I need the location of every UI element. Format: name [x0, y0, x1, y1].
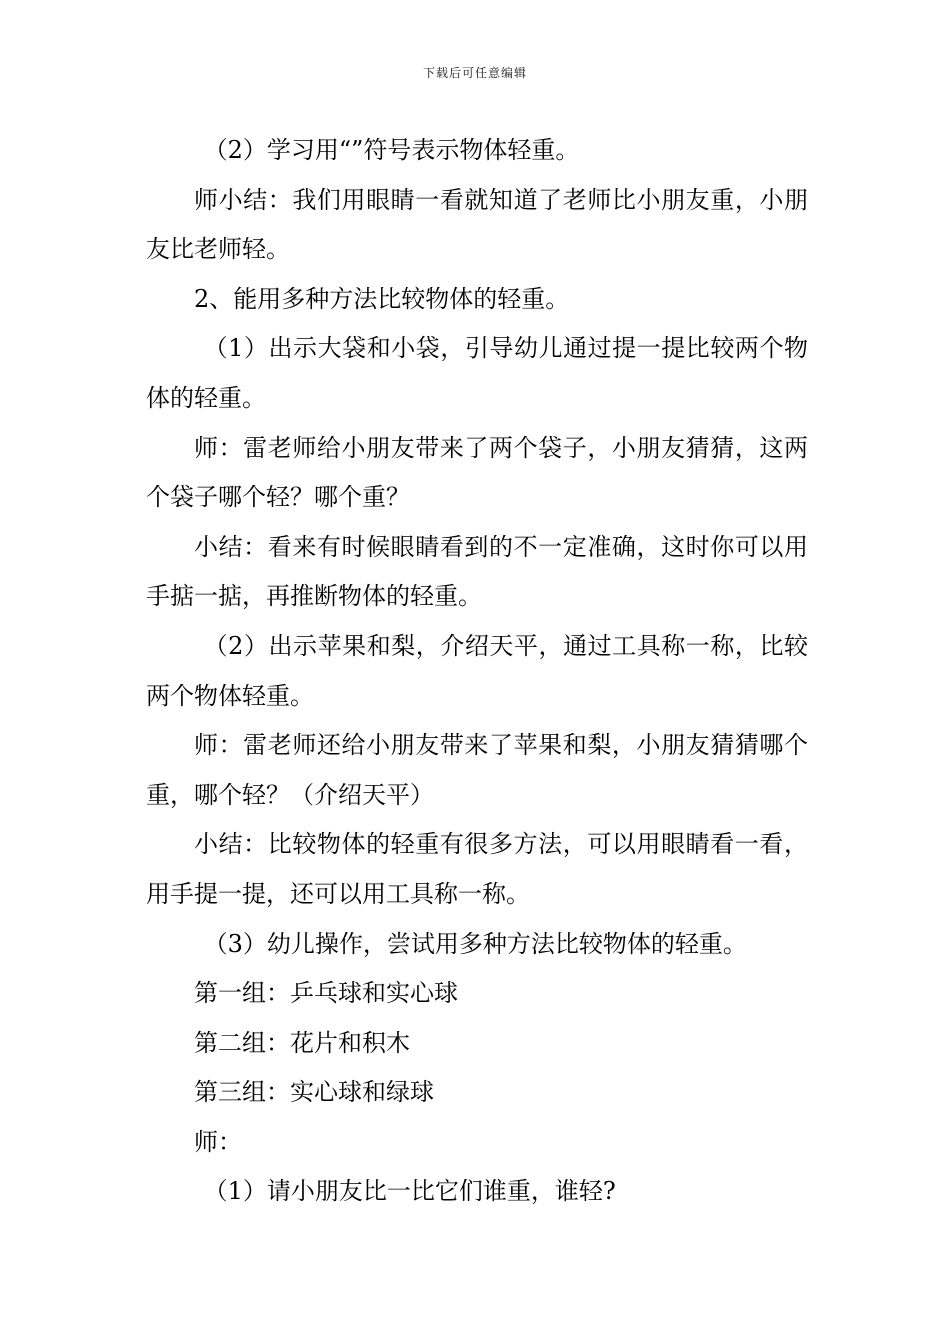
paragraph-section-2: 2、能用多种方法比较物体的轻重。: [194, 284, 570, 313]
paragraph-step-2-symbol: （2）学习用“”符号表示物体轻重。: [203, 136, 580, 164]
paragraph-summary-methods: 小结：比较物体的轻重有很多方法，可以用眼睛看一看，用手提一提，还可以用工具称一称。: [146, 830, 808, 908]
paragraph-summary-hand: 小结：看来有时候眼睛看到的不一定准确，这时你可以用手掂一掂，再推断物体的轻重。: [146, 532, 808, 611]
paragraph-step-2-scale: （2）出示苹果和梨，介绍天平，通过工具称一称，比较两个物体轻重。: [146, 631, 808, 710]
paragraph-teacher-fruit: 师：雷老师还给小朋友带来了苹果和梨，小朋友猜猜哪个重，哪个轻？（介绍天平）: [146, 731, 808, 809]
paragraph-group-1: 第一组：乒乓球和实心球: [194, 979, 458, 1008]
page-header: 下载后可任意编辑: [422, 66, 527, 80]
paragraph-teacher-label: 师：: [194, 1127, 242, 1156]
paragraph-question-1: （1）请小朋友比一比它们谁重，谁轻?: [203, 1177, 616, 1206]
paragraph-teacher-bags: 师：雷老师给小朋友带来了两个袋子，小朋友猜猜，这两个袋子哪个轻？哪个重？: [146, 433, 808, 512]
paragraph-step-3-operation: （3）幼儿操作，尝试用多种方法比较物体的轻重。: [203, 929, 747, 958]
paragraph-group-3: 第三组：实心球和绿球: [194, 1078, 434, 1107]
paragraph-teacher-summary: 师小结：我们用眼睛一看就知道了老师比小朋友重，小朋友比老师轻。: [146, 185, 808, 264]
paragraph-group-2: 第二组：花片和积木: [194, 1028, 410, 1057]
paragraph-step-1-bags: （1）出示大袋和小袋，引导幼儿通过提一提比较两个物体的轻重。: [146, 334, 808, 412]
document-body: [146, 126, 808, 1217]
